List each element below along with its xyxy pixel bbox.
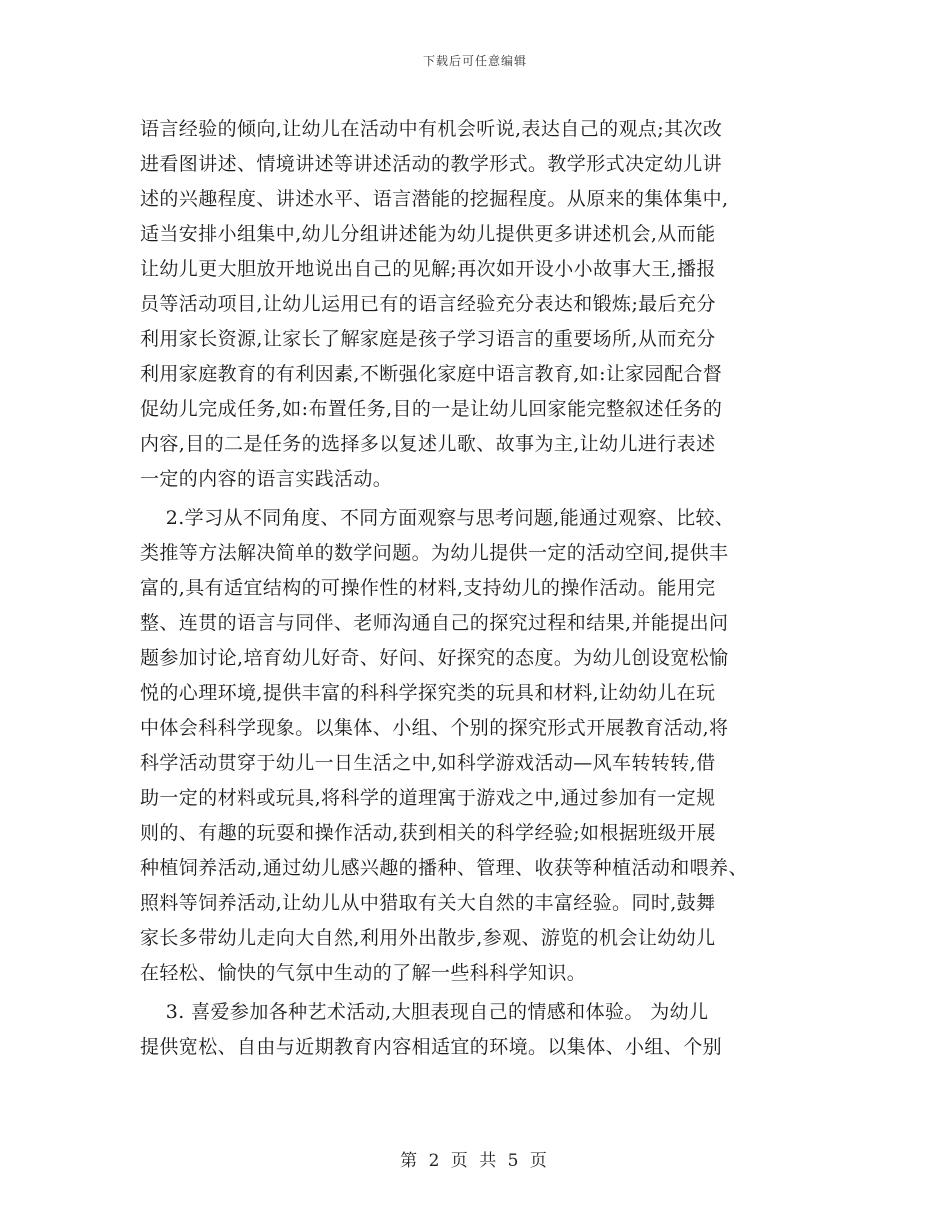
text-line: 员等活动项目,让幼儿运用已有的语言经验充分表达和锻炼;最后充分 (140, 293, 716, 315)
text-line: 题参加讨论,培育幼儿好奇、好问、好探究的态度。为幼儿创设宽松愉 (140, 647, 729, 669)
text-line: 富的,具有适宜结构的可操作性的材料,支持幼儿的操作活动。能用完 (140, 577, 716, 599)
text-line: 语言经验的倾向,让幼儿在活动中有机会听说,表达自己的观点;其次改 (140, 118, 723, 140)
text-line: 2.学习从不同角度、不同方面观察与思考问题,能通过观察、比较、 (140, 507, 735, 529)
text-line: 3. 喜爱参加各种艺术活动,大胆表现自己的情感和体验。 为幼儿 (140, 1001, 709, 1023)
text-line: 提供宽松、自由与近期教育内容相适宜的环境。以集体、小组、个别 (140, 1036, 723, 1058)
paragraph-3 (140, 995, 822, 1065)
text-line: 则的、有趣的玩耍和操作活动,获到相关的科学经验;如根据班级开展 (140, 822, 716, 844)
paragraph-2 (140, 501, 822, 991)
text-line: 照料等饲养活动,让幼儿从中猎取有关大自然的丰富经验。同时,鼓舞 (140, 892, 716, 914)
page-number: 第 2 页 共 5 页 (400, 1151, 550, 1171)
text-line: 家长多带幼儿走向大自然,利用外出散步,参观、游览的机会让幼幼儿 (140, 927, 716, 949)
text-line: 在轻松、愉快的气氛中生动的了解一些科科学知识。 (140, 962, 587, 984)
text-line: 适当安排小组集中,幼儿分组讲述能为幼儿提供更多讲述机会,从而能 (140, 223, 716, 245)
text-line: 种植饲养活动,通过幼儿感兴趣的播种、管理、收获等种植活动和喂养、 (140, 857, 748, 879)
text-line: 述的兴趣程度、讲述水平、语言潜能的挖掘程度。从原来的集体集中, (140, 188, 729, 210)
text-line: 科学活动贯穿于幼儿一日生活之中,如科学游戏活动—风车转转转,借 (140, 752, 716, 774)
text-line: 内容,目的二是任务的选择多以复述儿歌、故事为主,让幼儿进行表述 (140, 433, 716, 455)
text-line: 助一定的材料或玩具,将科学的道理寓于游戏之中,通过参加有一定规 (140, 787, 716, 809)
text-line: 利用家庭教育的有利因素,不断强化家庭中语言教育,如:让家园配合督 (140, 363, 723, 385)
text-line: 中体会科科学现象。以集体、小组、个别的探究形式开展教育活动,将 (140, 717, 729, 739)
text-line: 一定的内容的语言实践活动。 (140, 468, 393, 490)
document-body (140, 112, 822, 1065)
text-line: 利用家长资源,让家长了解家庭是孩子学习语言的重要场所,从而充分 (140, 328, 716, 350)
page-header: 下载后可任意编辑 (422, 54, 527, 68)
text-line: 类推等方法解决简单的数学问题。为幼儿提供一定的活动空间,提供丰 (140, 542, 729, 564)
text-line: 进看图讲述、情境讲述等讲述活动的教学形式。教学形式决定幼儿讲 (140, 153, 723, 175)
paragraph-1 (140, 112, 822, 497)
text-line: 让幼儿更大胆放开地说出自己的见解;再次如开设小小故事大王,播报 (140, 258, 716, 280)
text-line: 促幼儿完成任务,如:布置任务,目的一是让幼儿回家能完整叙述任务的 (140, 398, 723, 420)
text-line: 悦的心理环境,提供丰富的科科学探究类的玩具和材料,让幼幼儿在玩 (140, 682, 716, 704)
text-line: 整、连贯的语言与同伴、老师沟通自己的探究过程和结果,并能提出问 (140, 612, 729, 634)
